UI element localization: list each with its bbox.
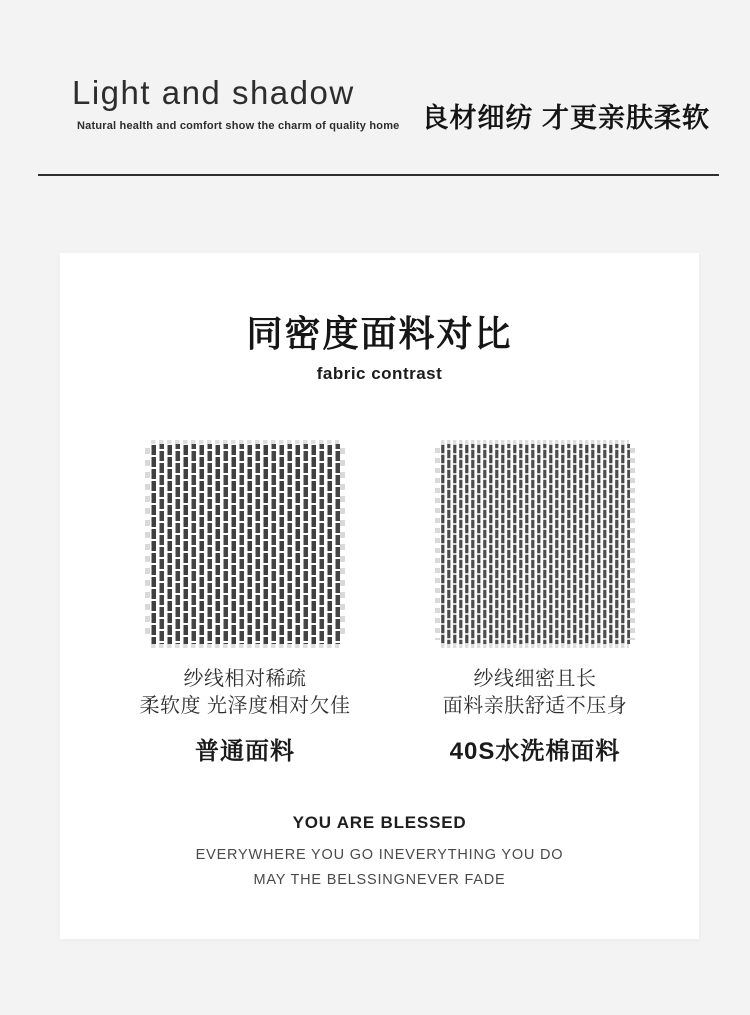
card-title: 同密度面料对比 — [246, 313, 513, 354]
blessing-heading: YOU ARE BLESSED — [292, 813, 467, 832]
swatch-fringe-bottom — [441, 644, 629, 648]
description-line: 纱线相对稀疏 — [183, 668, 307, 690]
dense-weave-texture — [440, 444, 630, 644]
fabric-column-premium — [433, 440, 637, 766]
sparse-weave-texture — [150, 444, 340, 644]
dense-weave-swatch — [435, 440, 635, 648]
blessing-line: MAY THE BELSSINGNEVER FADE — [253, 872, 506, 888]
comparison-row — [60, 440, 699, 766]
fabric-column-ordinary — [139, 440, 351, 766]
fabric-name-ordinary: 普通面料 — [195, 738, 295, 765]
blessing-line: EVERYWHERE YOU GO INEVERYTHING YOU DO — [195, 847, 564, 863]
blessing-footer — [60, 813, 699, 888]
description-line: 面料亲肤舒适不压身 — [442, 695, 628, 717]
card-subtitle: fabric contrast — [316, 364, 443, 383]
swatch-fringe-bottom — [151, 644, 339, 648]
sparse-weave-swatch — [145, 440, 345, 648]
fabric-description-ordinary — [139, 666, 351, 720]
description-line: 纱线细密且长 — [473, 668, 597, 690]
divider-line — [38, 174, 719, 176]
fabric-name-premium: 40S水洗棉面料 — [449, 738, 621, 765]
swatch-fringe-right — [340, 448, 345, 640]
description-line: 柔软度 光泽度相对欠佳 — [139, 695, 351, 717]
brand-tagline: Natural health and comfort show the charm of quality home — [77, 120, 400, 132]
brand-title: Light and shadow — [72, 74, 355, 111]
header-slogan: 良材细纺 才更亲肤柔软 — [421, 103, 710, 133]
header — [0, 0, 750, 175]
fabric-description-premium — [433, 666, 637, 720]
swatch-fringe-right — [630, 448, 635, 640]
fabric-comparison-card — [60, 253, 699, 939]
